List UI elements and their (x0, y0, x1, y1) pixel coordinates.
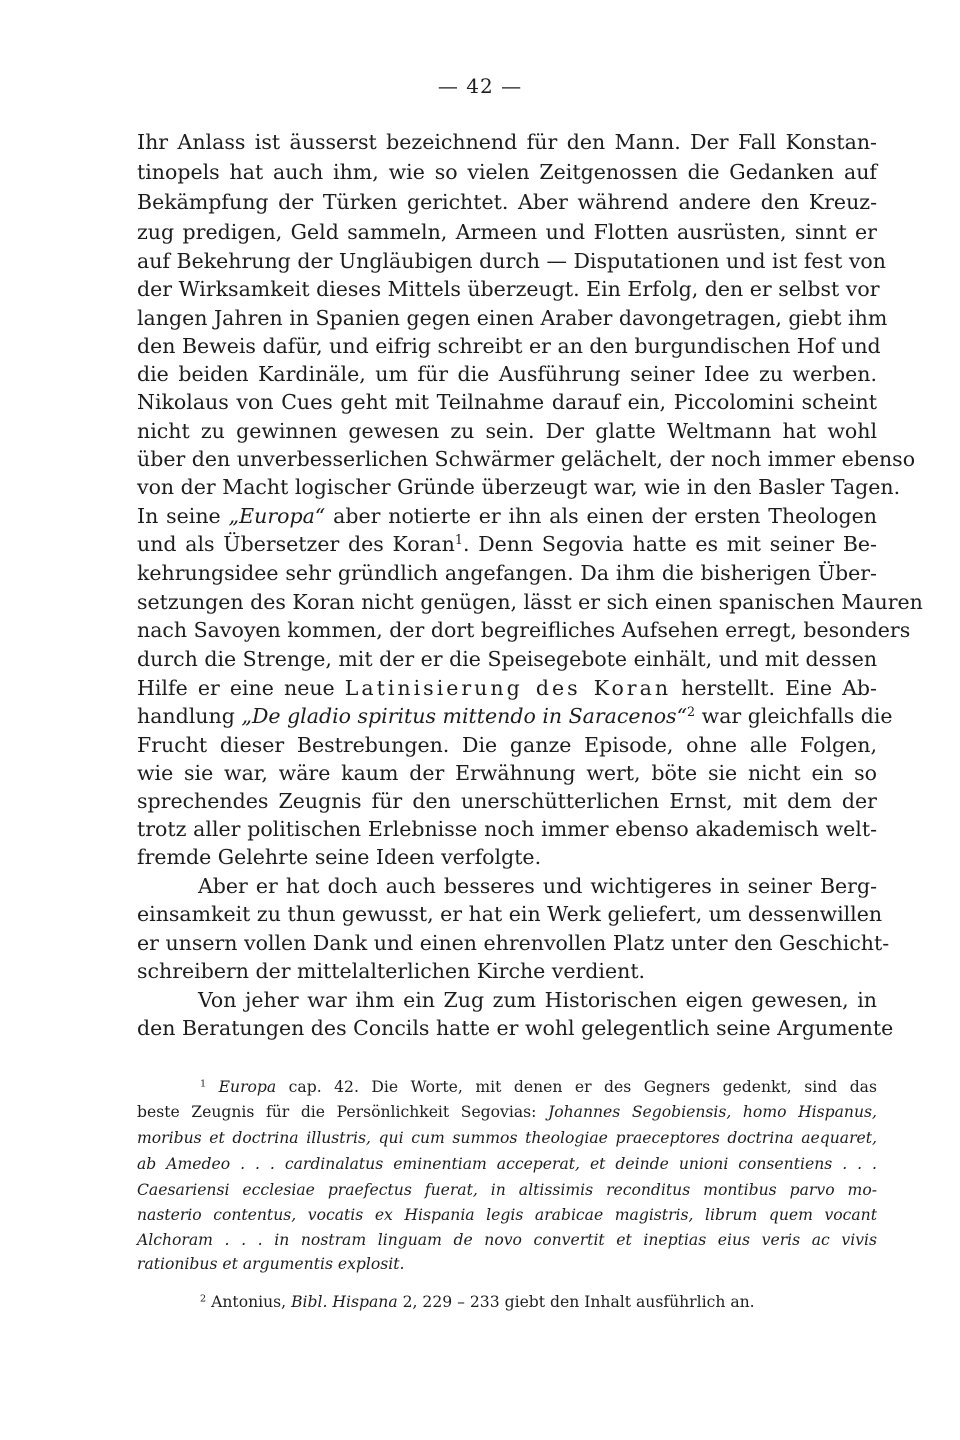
body-line: zug predigen, Geld sammeln, Armeen und Flotten ausrüsten, sinnt er (137, 220, 877, 244)
body-line: durch die Strenge, mit der er die Speisegebote einhält, und mit dessen (137, 647, 878, 671)
body-line: Nikolaus von Cues geht mit Teilnahme darauf ein, Piccolomini scheint (137, 390, 877, 414)
body-line: Von jeher war ihm ein Zug zum Historischen eigen gewesen, in (198, 988, 877, 1012)
body-line: tinopels hat auch ihm, wie so vielen Zeitgenossen die Gedanken auf (137, 160, 877, 184)
footnote-italic: moribus et doctrina illustris, qui cum summos theologiae praeceptores doctrina aequaret, (137, 1129, 877, 1147)
body-line: trotz aller politischen Erlebnisse noch immer ebenso akademisch welt- (137, 817, 877, 841)
body-line: langen Jahren in Spanien gegen einen Araber davongetragen, giebt ihm (137, 306, 888, 330)
work-title: „Europa“ (228, 504, 326, 528)
page-number: — 42 — (437, 74, 523, 98)
footnote-ref-2[interactable]: 2 (687, 704, 696, 720)
line-text: In seine (137, 504, 229, 528)
body-line: wie sie war, wäre kaum der Erwähnung wert, böte sie nicht ein so (137, 761, 877, 785)
body-line: kehrungsidee sehr gründlich angefangen. Da ihm die bisherigen Über- (137, 561, 877, 585)
footnote-italic: nasterio contentus, vocatis ex Hispania legis arabicae magistris, librum quem vocant (137, 1206, 877, 1224)
body-line (137, 528, 877, 560)
footnote-italic: ab Amedeo . . . cardinalatus eminentiam acceperat, et deinde unioni consentiens . . . (137, 1155, 877, 1173)
body-line: Frucht dieser Bestrebungen. Die ganze Episode, ohne alle Folgen, (137, 733, 877, 757)
body-line: sprechendes Zeugnis für den unerschütterlichen Ernst, mit dem der (137, 789, 877, 813)
footnote-line (137, 1202, 877, 1228)
body-line: über den unverbesserlichen Schwärmer gelächelt, der noch immer ebenso (137, 447, 916, 471)
body-line: fremde Gelehrte seine Ideen verfolgte. (137, 845, 542, 869)
footnote-2 (200, 1289, 877, 1315)
line-text: war gleichfalls die (695, 704, 893, 728)
footnote-italic: rationibus et argumentis explosit. (137, 1255, 405, 1273)
body-line: den Beratungen des Concils hatte er wohl gelegentlich seine Argumente (137, 1016, 894, 1040)
body-line: den Beweis dafür, und eifrig schreibt er an den burgundischen Hof und (137, 334, 881, 358)
body-line: der Wirksamkeit dieses Mittels überzeugt. Ein Erfolg, den er selbst vor (137, 277, 880, 301)
body-line (137, 700, 893, 732)
body-line: Aber er hat doch auch besseres und wichtigeres in seiner Berg- (198, 874, 877, 898)
footnote-italic: Alchoram . . . in nostram linguam de novo convertit et ineptias eius veris ac vivis (137, 1231, 877, 1249)
footnote-1 (200, 1074, 877, 1100)
line-text: und als Übersetzer des Koran (137, 532, 455, 556)
body-line: Ihr Anlass ist äusserst bezeichnend für den Mann. Der Fall Konstan- (137, 130, 877, 154)
footnote-text: 2, 229 – 233 giebt den Inhalt ausführlich an. (397, 1293, 755, 1311)
body-line: auf Bekehrung der Ungläubigen durch — Disputationen und ist fest von (137, 249, 886, 273)
footnote-text: Antonius, (211, 1293, 292, 1311)
footnote-italic: Caesariensi ecclesiae praefectus fuerat, in altissimis reconditus montibus parvo mo- (137, 1181, 877, 1199)
body-line: er unsern vollen Dank und einen ehrenvollen Platz unter den Geschicht- (137, 931, 890, 955)
footnote-ref-1[interactable]: 1 (454, 532, 463, 548)
footnote-italic: Bibl. Hispana (291, 1293, 398, 1311)
footnote-line (137, 1099, 877, 1125)
footnote-text: beste Zeugnis für die Persönlichkeit Segovias: (137, 1103, 548, 1121)
line-text: herstellt. Eine Ab- (671, 676, 877, 700)
body-line: schreibern der mittelalterlichen Kirche verdient. (137, 959, 646, 983)
footnote-line (137, 1227, 877, 1253)
footnote-line (137, 1125, 877, 1151)
footnote-marker: 2 (200, 1293, 207, 1305)
footnote-marker: 1 (200, 1078, 207, 1090)
work-title: „De gladio spiritus mittendo in Saracenos“ (241, 704, 688, 728)
spaced-emphasis: Latinisierung des Koran (344, 676, 672, 700)
body-line: von der Macht logischer Gründe überzeugt war, wie in den Basler Tagen. (137, 475, 901, 499)
line-text: aber notierte er ihn als einen der ersten Theologen (325, 504, 877, 528)
body-line: nach Savoyen kommen, der dort begreifliches Aufsehen erregt, besonders (137, 618, 911, 642)
line-text: handlung (137, 704, 242, 728)
body-line: die beiden Kardinäle, um für die Ausführung seiner Idee zu werben. (137, 362, 877, 386)
footnote-line (137, 1151, 877, 1177)
body-line: einsamkeit zu thun gewusst, er hat ein Werk geliefert, um dessenwillen (137, 902, 883, 926)
footnote-line (137, 1251, 877, 1277)
body-line: nicht zu gewinnen gewesen zu sein. Der glatte Weltmann hat wohl (137, 419, 877, 443)
footnote-italic: Johannes Segobiensis, homo Hispanus, (547, 1103, 877, 1121)
line-text: Hilfe er eine neue (137, 676, 345, 700)
footnote-italic: Europa (218, 1078, 277, 1096)
footnote-text: cap. 42. Die Worte, mit denen er des Gegners gedenkt, sind das (276, 1078, 877, 1096)
body-line: Bekämpfung der Türken gerichtet. Aber während andere den Kreuz- (137, 190, 877, 214)
footnote-line (137, 1177, 877, 1203)
line-text: . Denn Segovia hatte es mit seiner Be- (462, 532, 877, 556)
body-line: setzungen des Koran nicht genügen, lässt er sich einen spanischen Mauren (137, 590, 923, 614)
